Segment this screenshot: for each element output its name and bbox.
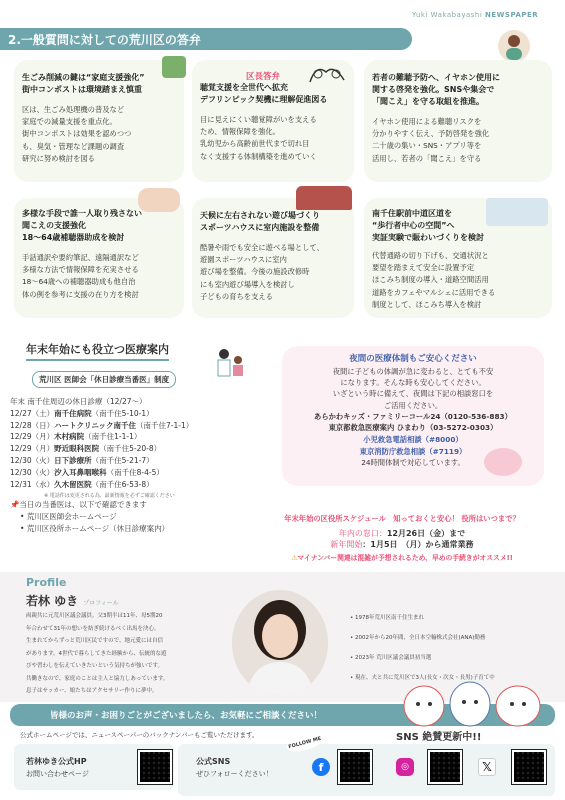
card-indoor-playground xyxy=(192,198,354,318)
instagram-icon[interactable]: ◎ xyxy=(396,758,414,776)
x-icon[interactable]: 𝕏 xyxy=(478,758,496,776)
card-title: 聴覚支援を全世代へ拡充 デフリンピック契機に理解促進図る xyxy=(200,83,328,104)
sign-language-hands-icon xyxy=(306,60,348,86)
close-date: 12月26日（金）まで xyxy=(386,529,466,538)
follow-me-badge: FOLLOW ME xyxy=(285,731,325,754)
medical-link[interactable]: • 荒川区医師会ホームページ xyxy=(20,512,117,522)
card-title: 多様な手段で誰一人取り残さない 聞こえの支援強化 18〜64歳補聴器助成を検討 xyxy=(22,209,142,242)
homepage-link[interactable] xyxy=(14,744,174,790)
mynumber-warning: ⚠マイナンバー関連は混雑が予想されるため、早めの手続きがオススメ!! xyxy=(291,554,513,562)
section-title: 2.一般質問に対しての荒川区の答弁 xyxy=(8,33,201,47)
card-body: 目に見えにくい聴覚障がいを支える ため、情報保障を強化。 乳幼児から高齢前世代まで切れ目 なく支援する体制構築を進めていく xyxy=(200,115,317,161)
profile-name: 若林 ゆき xyxy=(26,594,79,608)
card-body: 区は、生ごみ処理機の普及など 家庭での減量支援を重点化。 街中コンポストは効果を認めつつ も、臭気・管理など課題の調査 研究に努め検討を図る xyxy=(22,105,132,163)
pediatric-call: 小児救急電話相談（#8000） xyxy=(363,435,463,444)
sns-panel xyxy=(178,732,555,796)
instagram-qr-code[interactable] xyxy=(428,750,462,784)
warning-icon: ⚠ xyxy=(291,554,298,562)
clinic-row: 12/28（日）ハートクリニック南千住（南千住7-1-1） xyxy=(10,420,194,430)
clinic-row: 12/29（月）野近眼科医院（南千住5-20-8） xyxy=(10,444,162,454)
night-24h: 24時間体制で対応しています。 xyxy=(361,458,465,468)
clinic-row: 12/31（水）久木留医院（南千住6-53-8） xyxy=(10,479,154,489)
facebook-qr-code[interactable] xyxy=(338,750,372,784)
homepage-qr-code[interactable] xyxy=(138,750,172,784)
card-title: 若者の難聴予防へ、イヤホン使用に 関する啓発を強化。SNSや集会で 「聞こえ」を守る取組を推進。 xyxy=(372,73,500,106)
card-body: 酷暑や雨でも安全に遊べる場として、 遊園スポーツハウスに室内 遊び場を整備。今後の施設改修時 にも室内遊び場導入を検討し 子どもの育ちを支える xyxy=(200,243,324,301)
profile-bio: 両親共に元荒川区議会議員。父3期半は11年、母5期20 年合わせて31年の想いを紡ぎ続けるべく出馬を決心。 生まれてからずっと荒川区民ですので、地元愛には自信 があります。4世代で暮らしてきた経験から、伝統的な遊 びや習わしを伝えていきたいという気持ちが強いです。 共働きなので、家庭のことは主人と協力しあっています。 息子はサッカー、娘たちはアクセサリー作りに夢中。 xyxy=(26,613,169,694)
office-heading: 年末年始の区役所スケジュール 知っておくと安心！ 役所はいつまで？ xyxy=(284,514,520,523)
sns-update-label: SNS 絶賛更新中!! xyxy=(396,732,482,743)
profile-name-sub: プロフィール xyxy=(83,600,119,607)
contact-label: お問い合わせページ xyxy=(26,770,89,778)
open-date: ：1月5日 （月）から通常業務 xyxy=(362,540,474,549)
medical-link[interactable]: • 荒川区役所ホームページ（休日診療案内） xyxy=(20,523,170,533)
profile-label: Profile xyxy=(26,576,67,589)
medical-heading: 年末年始にも役立つ医療案内 xyxy=(26,341,169,361)
himawari-call: 東京都救急医療案内 ひまわり（03-5272-0303） xyxy=(328,423,498,433)
fire-dept-call: 東京消防庁救急相談（#7119） xyxy=(359,446,467,456)
profile-photo xyxy=(232,590,328,696)
office-schedule xyxy=(252,514,552,566)
hearing-aid-illustration xyxy=(138,188,180,212)
close-label: 年内の窓口： xyxy=(338,529,387,538)
card-body: 代替通路の切り下げも、交通状況と 要望を踏まえて安全に設置予定 ほこみち制度の導入・道路空間活用 道路をカフェやマルシェに活用できる 制度として、ほこみち導入を検討 xyxy=(372,251,496,309)
newspaper-brand: Yuki Wakabayashi NEWSPAPER xyxy=(412,11,539,19)
clinic-row: 12/27（土）南千住病院（南千住5-10-1） xyxy=(10,408,154,418)
doctor-illustration xyxy=(212,346,246,378)
night-heading: 夜間の医療体制もご安心ください xyxy=(349,354,477,364)
mayor-answer-tag: 区長答弁 xyxy=(245,72,280,82)
open-label: 新年開始 xyxy=(330,540,363,549)
profile-facts: • 1978年荒川区南千住生まれ • 2002年から20年間、全日本空輸株式会社(ANA)勤務 • 2023年 荒川区議会議員初当選 • 現在、夫と共に荒川区で3人(長女・次女・長男)子育て中 xyxy=(350,615,495,681)
night-text: 夜間に子どもの体調が急に変わると、とても不安 になります。そんな時も安心してください。 いざという時に備えて、夜間は下記の相談窓口を ご活用ください。 xyxy=(332,367,494,410)
card-title: 南千住駅前中道区道を “歩行者中心の空間”へ 実証実験で賑わいづくりを検討 xyxy=(372,209,484,242)
medical-note: ※ 電話件は変更される為、最新情報を必ずご確認ください xyxy=(44,493,175,500)
playground-illustration xyxy=(296,186,352,210)
card-body: 手話通訳や要約筆記、遠隔通訳など 多様な方法で情報保障を充実させる 18〜64歳への補聴器助成も他自治 体の例を参考に支援の在り方を検討 xyxy=(22,253,139,299)
card-youth-hearing xyxy=(364,60,552,182)
clinic-row: 12/29（月）木村病院（南千住1-1-1） xyxy=(10,432,142,442)
medical-intro: 年末 南千住周辺の休日診療（12/27〜） xyxy=(10,397,147,406)
kids-call: あらかわキッズ・ファミリーコール24（0120-536-883） xyxy=(314,411,512,421)
person-illustration xyxy=(498,30,530,62)
clinic-list xyxy=(10,408,275,491)
homepage-label: 若林ゆき公式HP xyxy=(26,757,87,766)
medical-check: 📌当日の当番医は、以下で確認できます xyxy=(10,500,147,510)
card-title: 生ごみ削減の鍵は“家庭支援強化” 街中コンポストは環境踏まえ慎重 xyxy=(22,73,145,94)
sns-label: 公式SNS xyxy=(196,757,231,766)
consult-banner: 皆様のお声・お困りごとがございましたら、お気軽にご相談ください！ xyxy=(10,704,555,726)
mascot-characters xyxy=(400,680,550,728)
sleeping-child-illustration xyxy=(484,448,522,476)
x-qr-code[interactable] xyxy=(512,750,546,784)
card-hearing-aid-subsidy xyxy=(14,198,184,318)
facebook-icon[interactable]: f xyxy=(312,758,330,776)
card-body: イヤホン使用による難聴リスクを 分かりやすく伝え、予防啓発を強化 二十歳の集い・SNS・アプリ等を 活用し、若者の「聞こえ」を守る xyxy=(372,117,490,163)
sns-follow-label: ぜひフォローください！ xyxy=(196,770,273,778)
medical-subheading: 荒川区 医師会「休日診療当番医」制度 xyxy=(32,371,176,388)
street-market-illustration xyxy=(486,198,548,226)
clinic-row: 12/30（火）日下診療所（南千住5-21-7） xyxy=(10,455,154,465)
section-header xyxy=(0,28,565,50)
card-title: 天候に左右されない遊び場づくり スポーツハウスに室内施設を整備 xyxy=(200,211,320,232)
card-food-waste xyxy=(14,60,184,182)
footer-note: 公式ホームページでは、ニュースペーパーのバックナンバーもご覧いただけます。 xyxy=(20,731,259,739)
clinic-row: 12/30（火）汐入耳鼻咽喉科（南千住8-4-5） xyxy=(10,467,164,477)
